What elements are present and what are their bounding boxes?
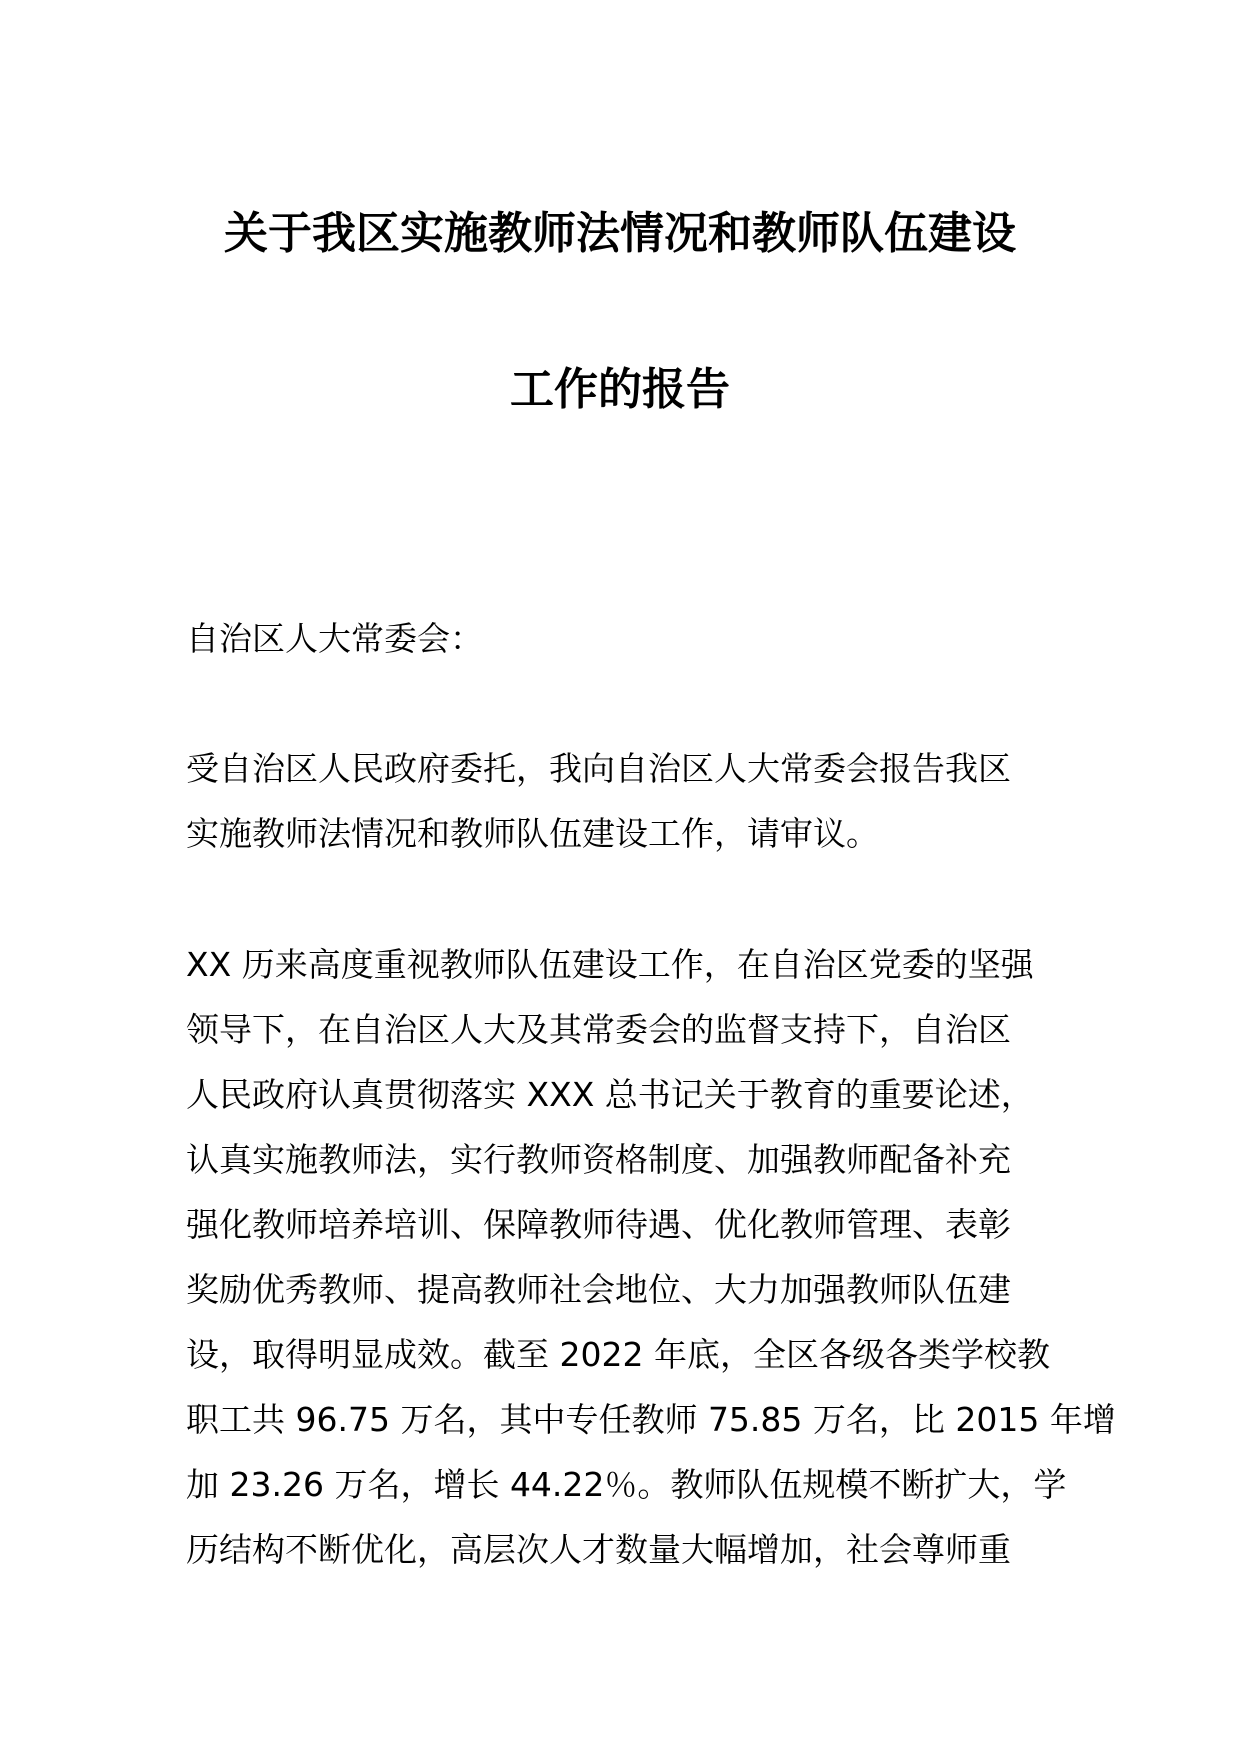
document-title-line-1: 关于我区实施教师法情况和教师队伍建设 <box>224 208 1016 259</box>
paragraph-2-line: 奖励优秀教师、提高教师社会地位、大力加强教师队伍建 <box>186 1270 1011 1309</box>
salutation: 自治区人大常委会： <box>186 619 483 658</box>
paragraph-2-line: 认真实施教师法，实行教师资格制度、加强教师配备补充 <box>186 1140 1011 1179</box>
paragraph-1-line: 实施教师法情况和教师队伍建设工作，请审议。 <box>186 814 879 853</box>
paragraph-1-line: 受自治区人民政府委托，我向自治区人大常委会报告我区 <box>186 749 1011 788</box>
paragraph-1 <box>186 736 1056 866</box>
paragraph-2-line: 历结构不断优化，高层次人才数量大幅增加，社会尊师重 <box>186 1530 1011 1569</box>
paragraph-2-line: 设，取得明显成效。截至 2022 年底，全区各级各类学校教 <box>186 1335 1050 1374</box>
paragraph-2-line: 加 23.26 万名，增长 44.22％。教师队伍规模不断扩大，学 <box>186 1465 1067 1504</box>
document-title-line-2: 工作的报告 <box>510 364 730 415</box>
paragraph-2-line: 人民政府认真贯彻落实 XXX 总书记关于教育的重要论述， <box>186 1075 1034 1114</box>
paragraph-2 <box>186 932 1116 1582</box>
paragraph-2-line: 强化教师培养培训、保障教师待遇、优化教师管理、表彰 <box>186 1205 1011 1244</box>
paragraph-2-line: XX 历来高度重视教师队伍建设工作，在自治区党委的坚强 <box>186 945 1034 984</box>
paragraph-2-line: 职工共 96.75 万名，其中专任教师 75.85 万名，比 2015 年增 <box>186 1400 1116 1439</box>
paragraph-2-line: 领导下，在自治区人大及其常委会的监督支持下，自治区 <box>186 1010 1011 1049</box>
